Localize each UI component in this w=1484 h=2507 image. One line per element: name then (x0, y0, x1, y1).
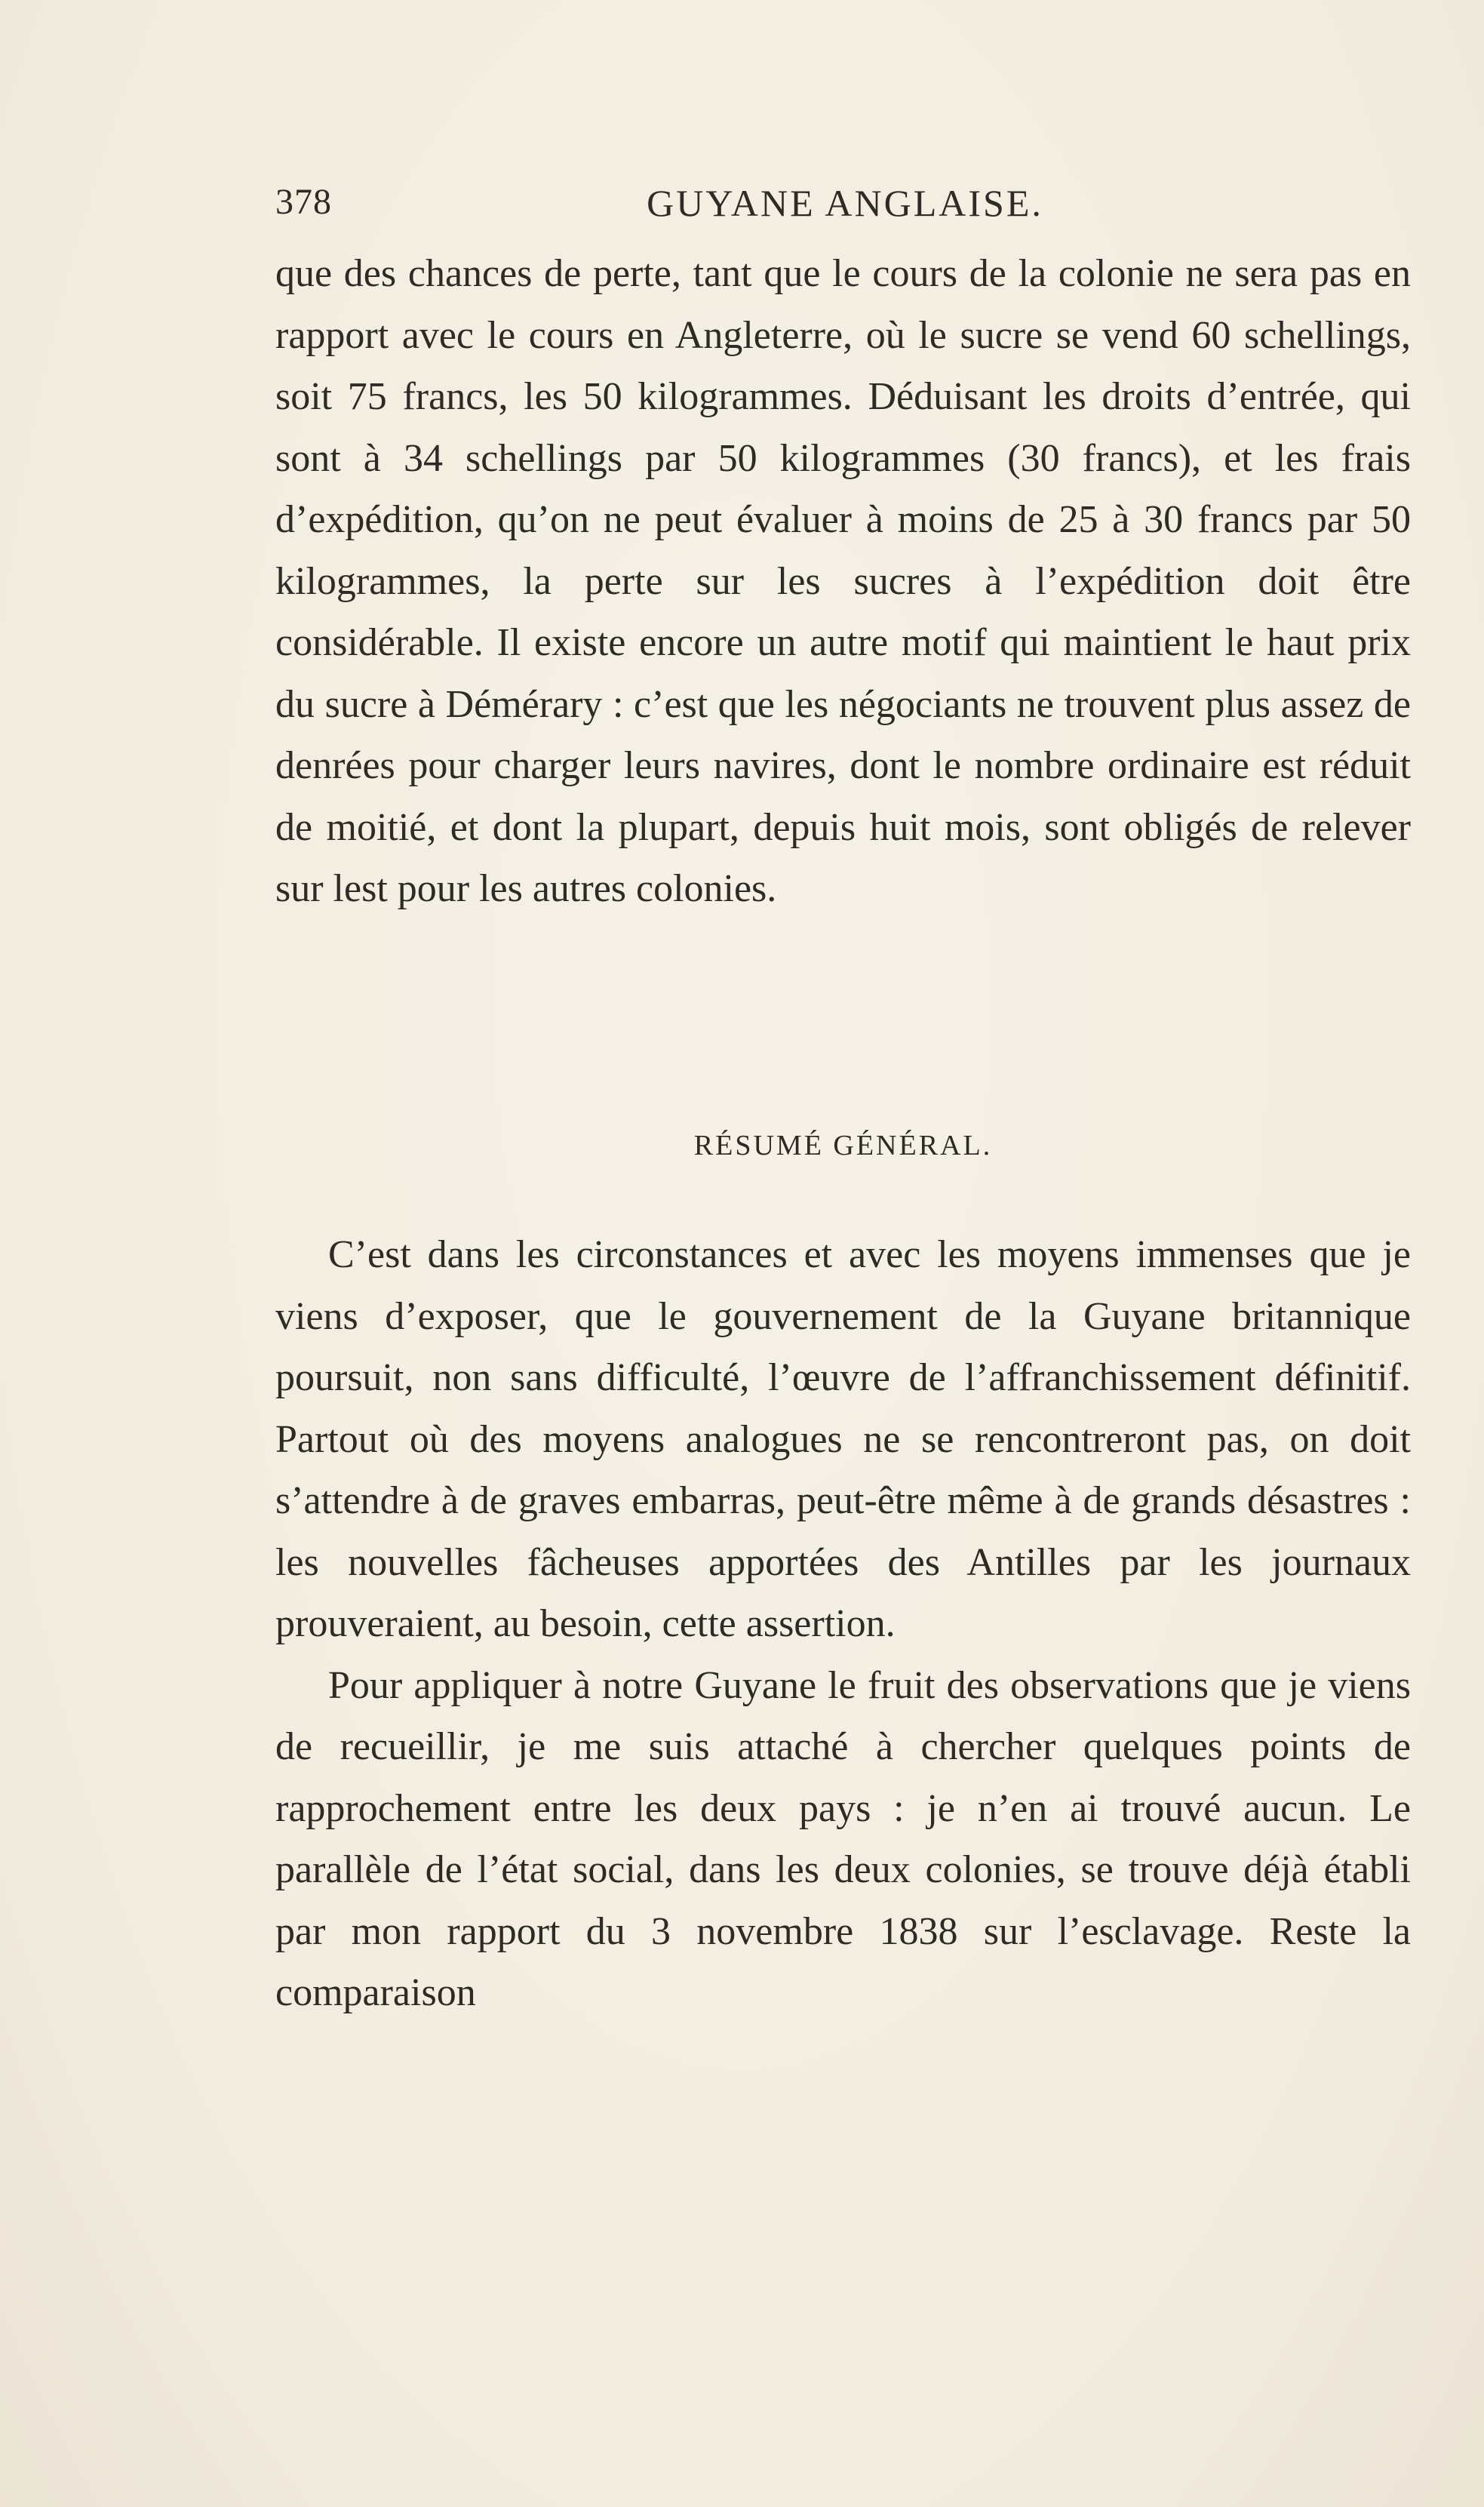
continued-paragraph-block (275, 243, 1411, 920)
continued-paragraph: que des chances de perte, tant que le cours de la colonie ne sera pas en rapport avec le cours en Angleterre, où le sucre se vend 60 schellings, soit 75 francs, les 50 kilogrammes. Déduisant les droits d’entrée, qui sont à 34 schellings par 50 kilogrammes (30 francs), et les frais d’expédition, qu’on ne peut évaluer à moins de 25 à 30 francs par 50 kilogrammes, la perte sur les sucres à l’expédition doit être considérable. Il existe encore un autre motif qui maintient le haut prix du sucre à Démérary : c’est que les négociants ne trouvent plus assez de denrées pour charger leurs navires, dont le nombre ordinaire est réduit de moitié, et dont la plupart, depuis huit mois, sont obligés de relever sur lest pour les autres colonies. (275, 252, 1411, 910)
page-number: 378 (275, 182, 332, 222)
section-heading: RÉSUMÉ GÉNÉRAL. (693, 1130, 993, 1161)
running-title: GUYANE ANGLAISE. (647, 182, 1043, 224)
section-paragraph-2: Pour appliquer à notre Guyane le fruit des observations que je viens de recueillir, je me suis attaché à chercher quelques points de rapprochement entre les deux pays : je n’en ai trouvé aucun. Le parallèle de l’état social, dans les deux colonies, se trouve déjà établi par mon rapport du 3 novembre 1838 sur l’esclavage. Reste la comparaison (275, 1663, 1411, 2014)
section-paragraph-1: C’est dans les circonstances et avec les moyens immenses que je viens d’exposer, que le gouvernement de la Guyane britannique poursuit, non sans difficulté, l’œuvre de l’affranchissement définitif. Partout où des moyens analogues ne se rencontreront pas, on doit s’attendre à de graves embarras, peut-être même à de grands désastres : les nouvelles fâcheuses apportées des Antilles par les journaux prouveraient, au besoin, cette assertion. (275, 1233, 1411, 1645)
section-body (275, 1224, 1411, 2024)
page-header (275, 181, 1411, 234)
